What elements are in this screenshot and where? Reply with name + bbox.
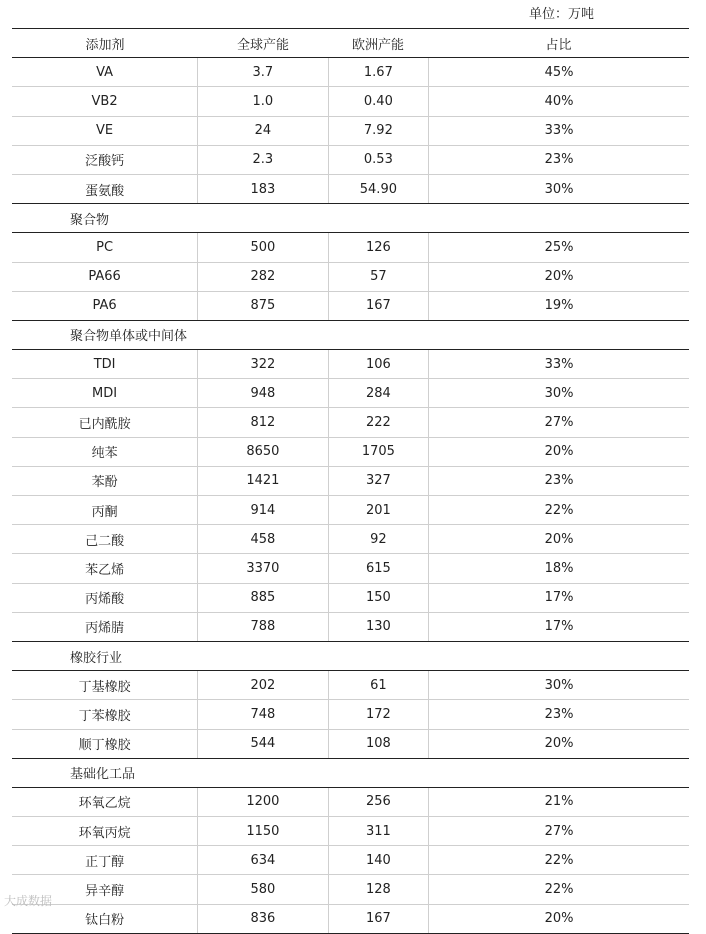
- cell-global-capacity: 2.3: [198, 146, 328, 174]
- cell-global-capacity: 1.0: [198, 87, 328, 115]
- section-title-row: [12, 204, 689, 233]
- cell-share: 30%: [544, 677, 574, 693]
- cell-name: 钛白粉: [12, 905, 198, 933]
- table-row: [12, 875, 689, 904]
- table-row: [12, 700, 689, 729]
- table-row: [12, 175, 689, 204]
- cell-global-capacity: 24: [198, 117, 328, 145]
- cell-share: 33%: [544, 123, 574, 139]
- cell-europe-capacity: 1.67: [329, 58, 430, 86]
- section-title-row: [12, 642, 689, 671]
- cell-share: 19%: [544, 298, 574, 314]
- capacity-table: [12, 28, 689, 934]
- cell-name: VE: [12, 117, 198, 145]
- table-row: [12, 613, 689, 642]
- cell-share: 17%: [544, 590, 574, 606]
- cell-europe-capacity: 54.90: [329, 175, 430, 203]
- cell-europe-capacity: 284: [329, 379, 430, 407]
- table-row: [12, 671, 689, 700]
- cell-name: VA: [12, 58, 198, 86]
- cell-share: 20%: [544, 444, 574, 460]
- cell-europe-capacity: 222: [329, 408, 430, 436]
- cell-global-capacity: 1150: [198, 817, 328, 845]
- cell-global-capacity: 202: [198, 671, 328, 699]
- cell-share: 23%: [544, 152, 574, 168]
- table-row: [12, 379, 689, 408]
- cell-name: 己二酸: [12, 525, 198, 553]
- table-row: [12, 233, 689, 262]
- cell-europe-capacity: 126: [329, 233, 430, 261]
- cell-share: 20%: [544, 531, 574, 547]
- table-row: [12, 146, 689, 175]
- cell-name: TDI: [12, 350, 198, 378]
- cell-global-capacity: 458: [198, 525, 328, 553]
- cell-europe-capacity: 327: [329, 467, 430, 495]
- cell-share: 22%: [544, 882, 574, 898]
- section-title: 聚合物: [70, 212, 110, 228]
- cell-name: 环氧乙烷: [12, 788, 198, 816]
- cell-share: 21%: [544, 794, 574, 810]
- cell-europe-capacity: 7.92: [329, 117, 430, 145]
- table-row: [12, 554, 689, 583]
- cell-europe-capacity: 201: [329, 496, 430, 524]
- table-row: [12, 438, 689, 467]
- cell-share: 25%: [544, 239, 574, 255]
- cell-name: 丙酮: [12, 496, 198, 524]
- cell-global-capacity: 322: [198, 350, 328, 378]
- cell-europe-capacity: 256: [329, 788, 430, 816]
- cell-share: 23%: [544, 706, 574, 722]
- table-row: [12, 87, 689, 116]
- cell-share: 20%: [544, 736, 574, 752]
- table-row: [12, 817, 689, 846]
- cell-share: 22%: [544, 502, 574, 518]
- cell-share: 18%: [544, 560, 574, 576]
- cell-europe-capacity: 92: [329, 525, 430, 553]
- table-row: [12, 584, 689, 613]
- cell-global-capacity: 634: [198, 846, 328, 874]
- section-title-row: [12, 759, 689, 788]
- cell-share: 45%: [544, 64, 574, 80]
- cell-global-capacity: 282: [198, 263, 328, 291]
- cell-global-capacity: 914: [198, 496, 328, 524]
- cell-europe-capacity: 0.53: [329, 146, 430, 174]
- section-title: 聚合物单体或中间体: [70, 329, 188, 345]
- cell-global-capacity: 748: [198, 700, 328, 728]
- table-row: [12, 905, 689, 934]
- header-global-capacity: 全球产能: [236, 37, 289, 53]
- header-europe-capacity: 欧洲产能: [351, 37, 404, 53]
- cell-europe-capacity: 108: [329, 730, 430, 758]
- table-header-row: [12, 29, 689, 58]
- cell-global-capacity: 788: [198, 613, 328, 641]
- cell-europe-capacity: 61: [329, 671, 430, 699]
- table-row: [12, 788, 689, 817]
- cell-name: 丙烯酸: [12, 584, 198, 612]
- cell-global-capacity: 1200: [198, 788, 328, 816]
- cell-name: 丁苯橡胶: [12, 700, 198, 728]
- cell-europe-capacity: 128: [329, 875, 430, 903]
- section-title-row: [12, 321, 689, 350]
- cell-global-capacity: 3.7: [198, 58, 328, 86]
- cell-share: 30%: [544, 181, 574, 197]
- cell-share: 30%: [544, 385, 574, 401]
- table-row: [12, 496, 689, 525]
- cell-europe-capacity: 57: [329, 263, 430, 291]
- cell-share: 27%: [544, 823, 574, 839]
- cell-share: 40%: [544, 93, 574, 109]
- cell-europe-capacity: 167: [329, 905, 430, 933]
- cell-name: 已内酰胺: [12, 408, 198, 436]
- cell-name: 蛋氨酸: [12, 175, 198, 203]
- cell-global-capacity: 1421: [198, 467, 328, 495]
- table-row: [12, 525, 689, 554]
- cell-name: 丁基橡胶: [12, 671, 198, 699]
- cell-global-capacity: 836: [198, 905, 328, 933]
- cell-europe-capacity: 615: [329, 554, 430, 582]
- table-row: [12, 467, 689, 496]
- table-row: [12, 408, 689, 437]
- cell-name: MDI: [12, 379, 198, 407]
- cell-share: 27%: [544, 415, 574, 431]
- cell-share: 17%: [544, 619, 574, 635]
- cell-global-capacity: 885: [198, 584, 328, 612]
- section-title: 橡胶行业: [70, 650, 123, 666]
- cell-name: 丙烯腈: [12, 613, 198, 641]
- cell-global-capacity: 812: [198, 408, 328, 436]
- cell-europe-capacity: 1705: [329, 438, 430, 466]
- cell-name: 苯乙烯: [12, 554, 198, 582]
- cell-share: 22%: [544, 852, 574, 868]
- cell-share: 20%: [544, 269, 574, 285]
- cell-europe-capacity: 150: [329, 584, 430, 612]
- cell-share: 33%: [544, 356, 574, 372]
- cell-name: 环氧丙烷: [12, 817, 198, 845]
- cell-name: 苯酚: [12, 467, 198, 495]
- section-title: 基础化工品: [70, 767, 136, 783]
- cell-europe-capacity: 311: [329, 817, 430, 845]
- cell-europe-capacity: 172: [329, 700, 430, 728]
- cell-share: 23%: [544, 473, 574, 489]
- table-row: [12, 263, 689, 292]
- cell-europe-capacity: 106: [329, 350, 430, 378]
- cell-name: 泛酸钙: [12, 146, 198, 174]
- table-row: [12, 292, 689, 321]
- table-row: [12, 117, 689, 146]
- cell-name: 正丁醇: [12, 846, 198, 874]
- cell-global-capacity: 500: [198, 233, 328, 261]
- header-share: 占比: [545, 37, 572, 53]
- cell-global-capacity: 183: [198, 175, 328, 203]
- cell-global-capacity: 580: [198, 875, 328, 903]
- table-row: [12, 730, 689, 759]
- cell-share: 20%: [544, 911, 574, 927]
- cell-name: 纯苯: [12, 438, 198, 466]
- cell-name: PA66: [12, 263, 198, 291]
- header-additive: 添加剂: [85, 37, 125, 53]
- cell-global-capacity: 875: [198, 292, 328, 320]
- cell-global-capacity: 948: [198, 379, 328, 407]
- cell-name: 顺丁橡胶: [12, 730, 198, 758]
- cell-europe-capacity: 0.40: [329, 87, 430, 115]
- cell-europe-capacity: 130: [329, 613, 430, 641]
- watermark-text: 大成数据: [4, 894, 53, 908]
- cell-name: PC: [12, 233, 198, 261]
- table-row: [12, 350, 689, 379]
- cell-name: PA6: [12, 292, 198, 320]
- cell-name: VB2: [12, 87, 198, 115]
- table-row: [12, 846, 689, 875]
- cell-europe-capacity: 140: [329, 846, 430, 874]
- cell-global-capacity: 544: [198, 730, 328, 758]
- cell-global-capacity: 3370: [198, 554, 328, 582]
- cell-name: 异辛醇: [12, 875, 198, 903]
- cell-global-capacity: 8650: [198, 438, 328, 466]
- unit-label: 单位：万吨: [528, 7, 594, 22]
- cell-europe-capacity: 167: [329, 292, 430, 320]
- table-row: [12, 58, 689, 87]
